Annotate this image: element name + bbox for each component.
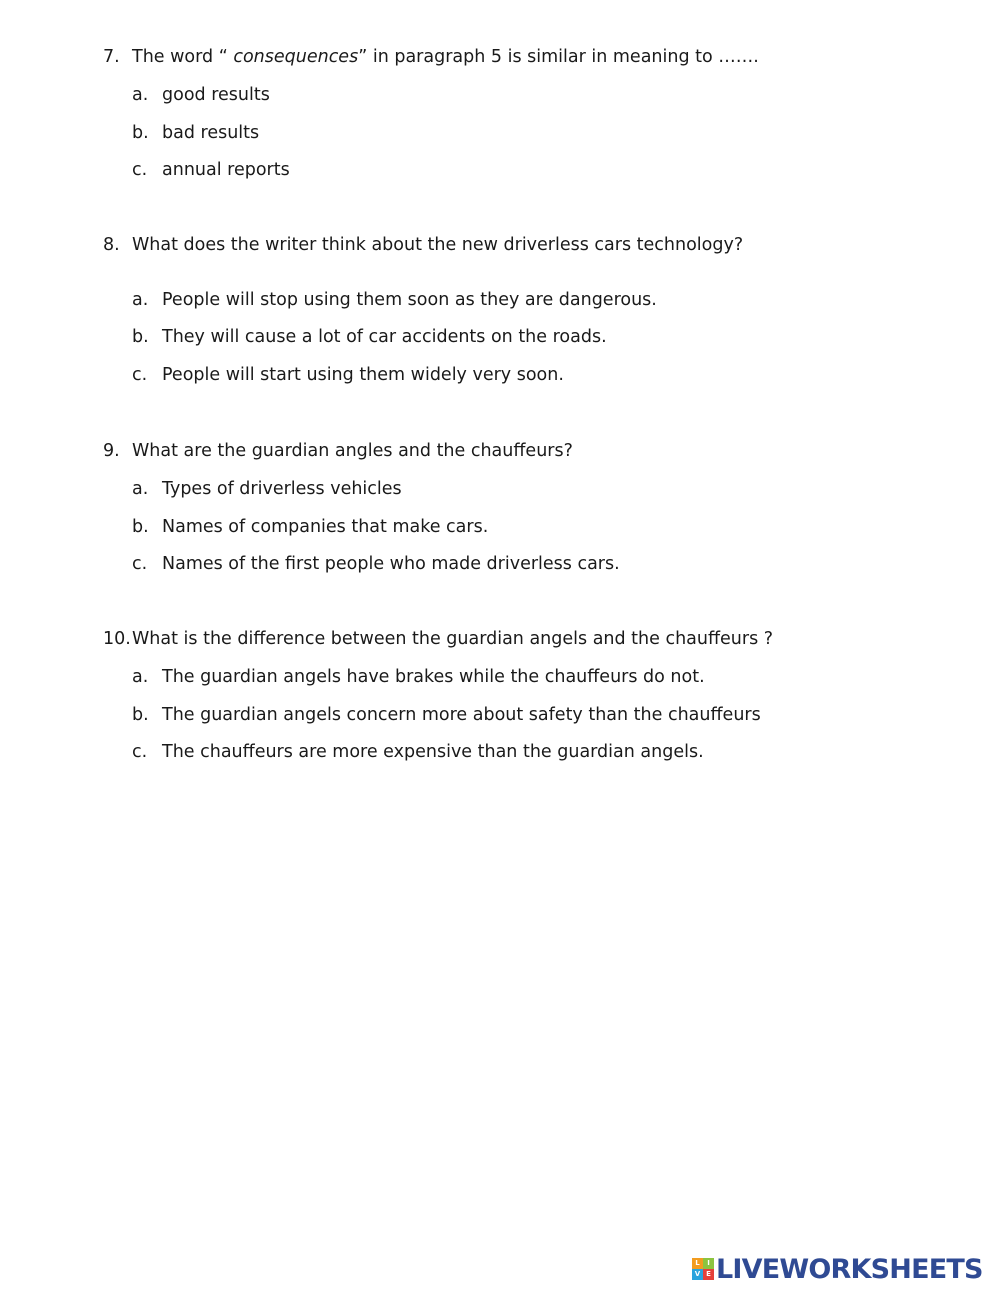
option-text: bad results [162, 122, 260, 143]
question-7 [103, 45, 953, 182]
question-text: What does the writer think about the new driverless cars technology? [132, 235, 744, 255]
answer-options [103, 288, 953, 387]
answer-option-c[interactable] [103, 158, 953, 182]
logo-square-v: V [692, 1269, 703, 1280]
option-letter: b. [132, 704, 149, 725]
question-number: 7. [103, 47, 120, 67]
question-9-stem [103, 439, 953, 463]
answer-options [103, 477, 953, 576]
question-number: 9. [103, 441, 120, 461]
answer-option-a[interactable] [103, 83, 953, 107]
answer-option-c[interactable] [103, 740, 953, 764]
question-text-italic: consequences [233, 47, 359, 67]
answer-option-c[interactable] [103, 552, 953, 576]
answer-option-b[interactable] [103, 325, 953, 349]
option-letter: c. [132, 554, 148, 574]
answer-option-b[interactable] [103, 121, 953, 145]
answer-option-b[interactable] [103, 703, 953, 727]
question-9 [103, 439, 953, 576]
option-letter: b. [132, 516, 149, 537]
option-text: People will stop using them soon as they are dangerous. [162, 289, 657, 310]
option-text: Names of companies that make cars. [162, 516, 489, 537]
answer-option-b[interactable] [103, 515, 953, 539]
question-text: What are the guardian angles and the chauffeurs? [132, 441, 573, 461]
answer-options [103, 665, 953, 764]
question-number: 8. [103, 235, 120, 255]
answer-option-a[interactable] [103, 665, 953, 689]
live-squares-icon [692, 1258, 714, 1280]
question-10-stem [103, 627, 953, 651]
option-text: The chauffeurs are more expensive than the guardian angels. [162, 742, 704, 762]
option-text: Types of driverless vehicles [162, 479, 402, 499]
option-letter: c. [132, 364, 148, 385]
question-text [132, 45, 759, 69]
liveworksheets-logo [692, 1255, 983, 1283]
option-letter: b. [132, 122, 149, 143]
logo-wordmark: LIVEWORKSHEETS [716, 1253, 983, 1285]
answer-option-c[interactable] [103, 363, 953, 387]
option-text: annual reports [162, 160, 290, 180]
question-8 [103, 233, 953, 387]
answer-option-a[interactable] [103, 477, 953, 501]
option-letter: c. [132, 160, 148, 180]
logo-square-e: E [703, 1269, 714, 1280]
option-text: The guardian angels have brakes while the chauffeurs do not. [162, 667, 705, 687]
option-text: Names of the first people who made driverless cars. [162, 554, 620, 574]
question-text-after: ” in paragraph 5 is similar in meaning to ……. [358, 47, 759, 67]
option-letter: a. [132, 479, 149, 499]
question-number: 10. [103, 629, 131, 649]
answer-option-a[interactable] [103, 288, 953, 312]
answer-options [103, 83, 953, 182]
option-text: People will start using them widely very soon. [162, 364, 564, 385]
option-letter: c. [132, 742, 148, 762]
question-8-stem [103, 233, 953, 257]
question-text: What is the difference between the guardian angels and the chauffeurs ? [132, 629, 774, 649]
logo-square-l: L [692, 1258, 703, 1269]
question-10 [103, 627, 953, 764]
option-letter: a. [132, 667, 149, 687]
option-letter: a. [132, 289, 149, 310]
question-text-before: The word “ [132, 47, 234, 67]
option-text: They will cause a lot of car accidents on the roads. [162, 327, 607, 347]
logo-square-i: I [703, 1258, 714, 1269]
option-text: good results [162, 85, 270, 105]
option-text: The guardian angels concern more about safety than the chauffeurs [162, 704, 761, 725]
option-letter: a. [132, 85, 149, 105]
question-7-stem [103, 45, 953, 69]
option-letter: b. [132, 327, 149, 347]
